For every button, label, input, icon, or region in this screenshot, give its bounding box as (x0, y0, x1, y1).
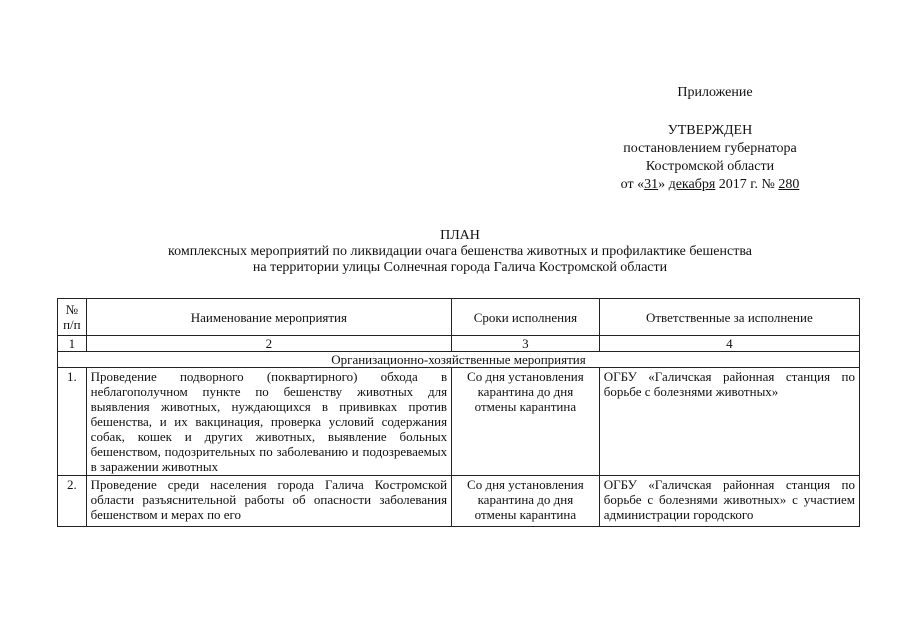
row-activity-text: Проведение среди населения города Галича Костромской области разъяснительной работы об опасности заболевания бешенством и мерах по его (90, 477, 448, 522)
ordinance-from-prefix: от « (620, 177, 645, 192)
section-row (58, 352, 860, 368)
plan-table (57, 298, 860, 527)
ordinance-date-number (560, 176, 860, 194)
table-row (58, 476, 860, 527)
plan-subtitle-line-2: на территории улицы Солнечная города Галича Костромской области (252, 260, 668, 275)
approved-label: УТВЕРЖДЕН (667, 123, 753, 138)
plan-heading: ПЛАН (440, 228, 480, 243)
row-term (452, 476, 600, 527)
plan-title-block (60, 228, 860, 276)
ordinance-quote-close: » (658, 177, 669, 192)
row-number: 1. (58, 368, 87, 476)
row-responsible (599, 476, 859, 527)
ordinance-number: 280 (778, 177, 800, 192)
row-number-text: 2. (66, 477, 77, 492)
annex-label: Приложение (677, 85, 753, 100)
header-num: № п/п (58, 299, 87, 336)
header-name: Наименование мероприятия (86, 299, 451, 336)
row-number (58, 476, 87, 527)
row-activity (86, 476, 451, 527)
header-term: Сроки исполнения (452, 299, 600, 336)
row-term-text: Со дня установления карантина до дня отмены карантина (467, 477, 584, 522)
approval-line-2: Костромской области (645, 159, 775, 174)
ordinance-day: 31 (644, 177, 659, 192)
column-index: 4 (599, 336, 859, 352)
column-index: 2 (86, 336, 451, 352)
ordinance-month: декабря (668, 177, 716, 192)
row-responsible: ОГБУ «Галичская районная станция по борьбе с болезнями животных» (599, 368, 859, 476)
section-title: Организационно-хозяйственные мероприятия (58, 352, 860, 368)
table-header-row (58, 299, 860, 336)
column-index: 1 (58, 336, 87, 352)
ordinance-year: 2017 г. № (715, 177, 779, 192)
header-responsible: Ответственные за исполнение (599, 299, 859, 336)
approval-stamp (560, 122, 860, 194)
column-index: 3 (452, 336, 600, 352)
approval-line-1: постановлением губернатора (623, 141, 797, 156)
row-term: Со дня установления карантина до дня отмены карантина (452, 368, 600, 476)
table-row (58, 368, 860, 476)
row-responsible-text: ОГБУ «Галичская районная станция по борьбе с болезнями животных» с участием администрации городского (603, 477, 855, 522)
column-index-row (58, 336, 860, 352)
row-activity: Проведение подворного (поквартирного) обхода в неблагополучном пункте по бешенству животных для выявления животных, нуждающихся в прививках против бешенства, и их вакцинация, проверка условий содержания собак, кошек и других животных, выявление больных бешенством, подозрительных по заболеванию и подозреваемых в заражении животных (86, 368, 451, 476)
plan-subtitle-line-1: комплексных мероприятий по ликвидации очага бешенства животных и профилактике бешенства (168, 244, 752, 259)
